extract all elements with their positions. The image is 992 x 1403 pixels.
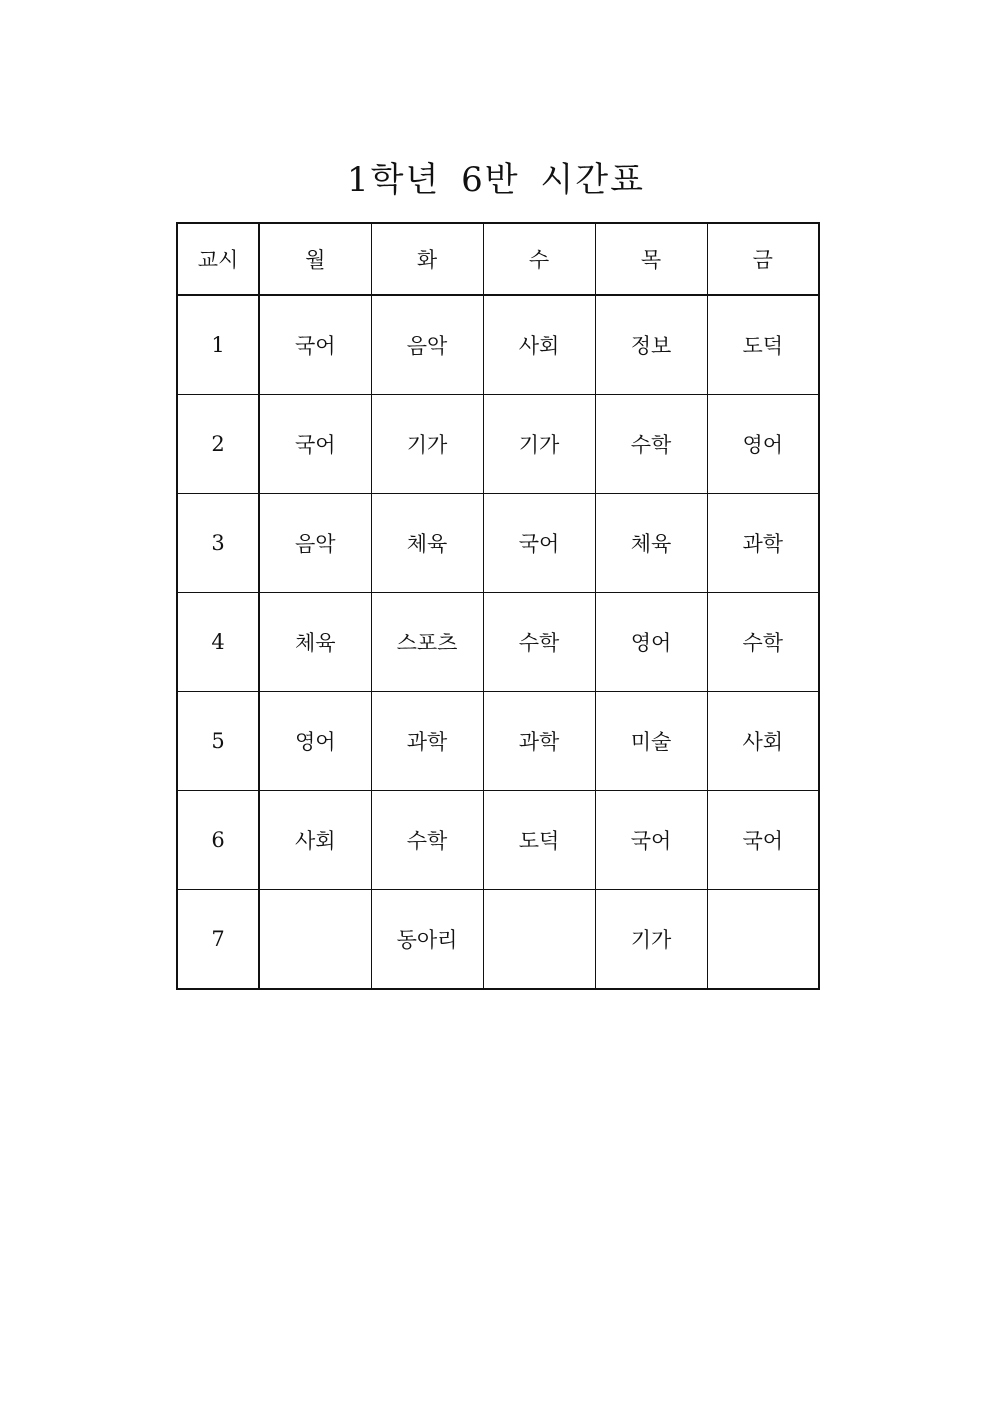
subject-cell: 국어 — [259, 295, 371, 395]
period-cell: 6 — [177, 791, 259, 890]
subject-cell: 수학 — [371, 791, 483, 890]
table-header-row — [177, 223, 819, 295]
subject-cell: 스포츠 — [371, 593, 483, 692]
subject-cell: 미술 — [595, 692, 707, 791]
subject-cell: 체육 — [259, 593, 371, 692]
page-title: 1학년 6반 시간표 — [347, 160, 645, 200]
subject-cell: 음악 — [371, 295, 483, 395]
subject-cell: 동아리 — [371, 890, 483, 990]
subject-cell: 체육 — [595, 494, 707, 593]
subject-cell: 정보 — [595, 295, 707, 395]
subject-cell: 사회 — [707, 692, 819, 791]
period-cell: 2 — [177, 395, 259, 494]
header-mon: 월 — [259, 223, 371, 295]
table-row — [177, 295, 819, 395]
table-row — [177, 890, 819, 990]
table-row — [177, 593, 819, 692]
header-fri: 금 — [707, 223, 819, 295]
subject-cell: 영어 — [707, 395, 819, 494]
table-row — [177, 395, 819, 494]
subject-cell: 음악 — [259, 494, 371, 593]
subject-cell: 체육 — [371, 494, 483, 593]
subject-cell: 영어 — [259, 692, 371, 791]
subject-cell: 기가 — [595, 890, 707, 990]
subject-cell: 과학 — [371, 692, 483, 791]
subject-cell: 기가 — [483, 395, 595, 494]
period-cell: 7 — [177, 890, 259, 990]
header-period: 교시 — [177, 223, 259, 295]
subject-cell: 기가 — [371, 395, 483, 494]
subject-cell: 사회 — [259, 791, 371, 890]
period-cell: 4 — [177, 593, 259, 692]
subject-cell: 수학 — [483, 593, 595, 692]
subject-cell: 영어 — [595, 593, 707, 692]
subject-cell: 과학 — [707, 494, 819, 593]
table-row — [177, 791, 819, 890]
table-row — [177, 692, 819, 791]
subject-cell — [259, 890, 371, 990]
subject-cell: 수학 — [707, 593, 819, 692]
period-cell: 5 — [177, 692, 259, 791]
subject-cell: 국어 — [707, 791, 819, 890]
period-cell: 1 — [177, 295, 259, 395]
subject-cell: 사회 — [483, 295, 595, 395]
subject-cell: 도덕 — [483, 791, 595, 890]
header-tue: 화 — [371, 223, 483, 295]
subject-cell: 수학 — [595, 395, 707, 494]
header-wed: 수 — [483, 223, 595, 295]
header-thu: 목 — [595, 223, 707, 295]
subject-cell: 국어 — [259, 395, 371, 494]
subject-cell: 국어 — [595, 791, 707, 890]
subject-cell: 도덕 — [707, 295, 819, 395]
period-cell: 3 — [177, 494, 259, 593]
subject-cell: 국어 — [483, 494, 595, 593]
subject-cell — [707, 890, 819, 990]
timetable — [176, 222, 820, 990]
table-row — [177, 494, 819, 593]
subject-cell — [483, 890, 595, 990]
subject-cell: 과학 — [483, 692, 595, 791]
